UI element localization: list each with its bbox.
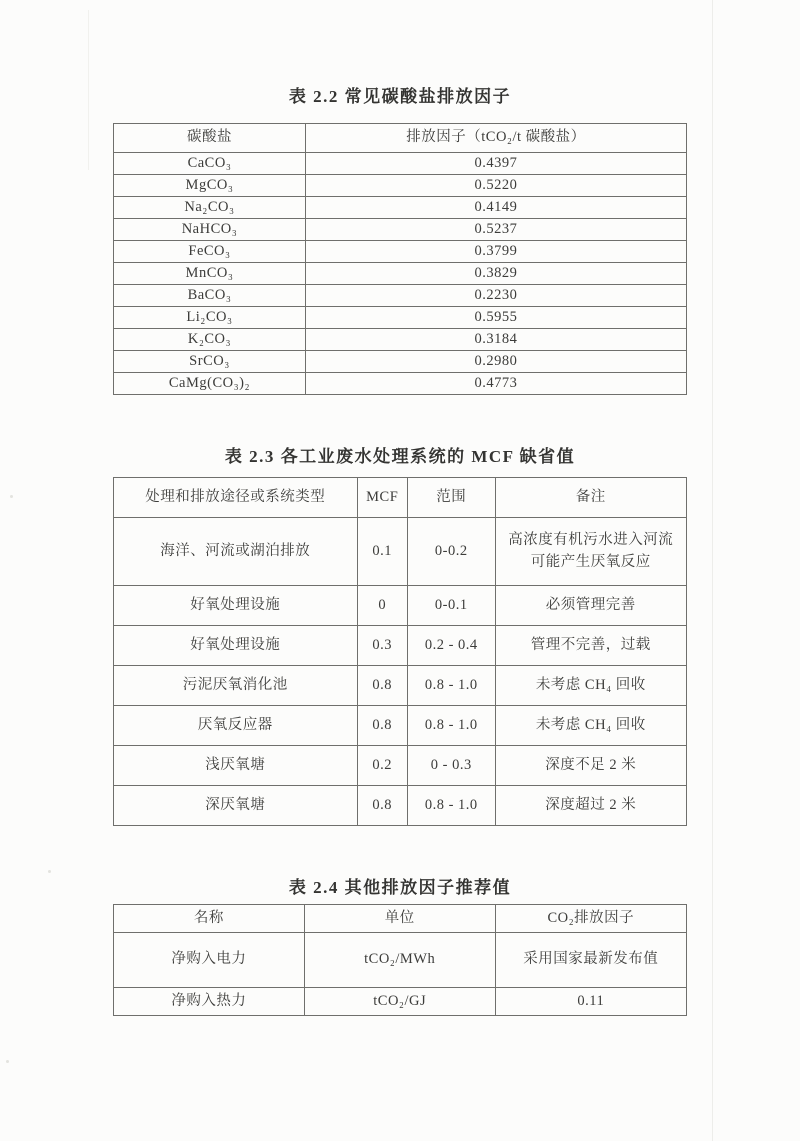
- table-cell: NaHCO₃: [114, 219, 306, 241]
- table-cell: 0-0.2: [407, 518, 495, 586]
- table-cell: 0.4149: [305, 197, 686, 219]
- table-2-4-title: 表 2.4 其他排放因子推荐值: [288, 878, 512, 897]
- table-cell: 0.8: [357, 786, 407, 826]
- table-cell: 采用国家最新发布值: [495, 933, 686, 988]
- table-cell: 0.2980: [305, 351, 686, 373]
- table-row: [114, 626, 687, 666]
- table-row: [114, 219, 687, 241]
- column-header: 排放因子（tCO₂/t 碳酸盐）: [305, 124, 686, 153]
- table-row: [114, 197, 687, 219]
- table-cell: 好氧处理设施: [114, 626, 358, 666]
- table-cell: 0.11: [495, 988, 686, 1016]
- table-2-3-mcf-default-values: [113, 477, 687, 826]
- table-cell: 好氧处理设施: [114, 586, 358, 626]
- table-row: [114, 518, 687, 586]
- table-cell: 0.1: [357, 518, 407, 586]
- table-2-3-title: 表 2.3 各工业废水处理系统的 MCF 缺省值: [224, 447, 576, 466]
- column-header: 范围: [407, 478, 495, 518]
- table-cell: 浅厌氧塘: [114, 746, 358, 786]
- table-cell: 0.8 - 1.0: [407, 706, 495, 746]
- scan-artifact-line: [88, 10, 89, 170]
- table-cell: SrCO₃: [114, 351, 306, 373]
- table-cell: 0.5237: [305, 219, 686, 241]
- table-row: [114, 241, 687, 263]
- table-cell: 未考虑 CH₄ 回收: [495, 666, 686, 706]
- table-row: [114, 285, 687, 307]
- table-cell: 厌氧反应器: [114, 706, 358, 746]
- table-row: [114, 586, 687, 626]
- table-row: [114, 933, 687, 988]
- table-cell: 0: [357, 586, 407, 626]
- table-row: [114, 373, 687, 395]
- table-cell: MgCO₃: [114, 175, 306, 197]
- table-cell: 0.5220: [305, 175, 686, 197]
- table-row: [114, 351, 687, 373]
- table-cell: tCO₂/GJ: [304, 988, 495, 1016]
- table-row: [114, 263, 687, 285]
- table-cell: 深度超过 2 米: [495, 786, 686, 826]
- table-cell: 0.2: [357, 746, 407, 786]
- table-cell: 0.8: [357, 706, 407, 746]
- scan-artifact-speck: [6, 1060, 9, 1063]
- table-cell: 0-0.1: [407, 586, 495, 626]
- table-cell: 0.3: [357, 626, 407, 666]
- table-2-2-title: 表 2.2 常见碳酸盐排放因子: [288, 87, 512, 106]
- table-cell: 深厌氧塘: [114, 786, 358, 826]
- carbonate-emission-factor-section: [113, 85, 687, 395]
- table-cell: 0.4397: [305, 153, 686, 175]
- table-row: [114, 746, 687, 786]
- table-row: [114, 988, 687, 1016]
- table-cell: FeCO₃: [114, 241, 306, 263]
- table-row: [114, 666, 687, 706]
- table-cell: K₂CO₃: [114, 329, 306, 351]
- table-2-2-carbonate-emission-factors: [113, 123, 687, 395]
- wastewater-mcf-section: [113, 445, 687, 826]
- table-header-row: [114, 905, 687, 933]
- column-header: CO₂排放因子: [495, 905, 686, 933]
- table-cell: 未考虑 CH₄ 回收: [495, 706, 686, 746]
- table-cell: 0.8 - 1.0: [407, 666, 495, 706]
- table-row: [114, 329, 687, 351]
- column-header: 碳酸盐: [114, 124, 306, 153]
- table-row: [114, 307, 687, 329]
- table-cell: 管理不完善，过载: [495, 626, 686, 666]
- column-header: 处理和排放途径或系统类型: [114, 478, 358, 518]
- table-cell: 0.4773: [305, 373, 686, 395]
- table-cell: 净购入电力: [114, 933, 305, 988]
- column-header: MCF: [357, 478, 407, 518]
- table-header-row: [114, 124, 687, 153]
- table-cell: 0.5955: [305, 307, 686, 329]
- table-row: [114, 153, 687, 175]
- table-cell: 0.2 - 0.4: [407, 626, 495, 666]
- table-row: [114, 706, 687, 746]
- table-cell: 0 - 0.3: [407, 746, 495, 786]
- table-cell: 海洋、河流或湖泊排放: [114, 518, 358, 586]
- table-cell: 0.3829: [305, 263, 686, 285]
- table-2-4-other-emission-factors: [113, 904, 687, 1016]
- table-cell: 0.2230: [305, 285, 686, 307]
- table-cell: 0.3799: [305, 241, 686, 263]
- other-emission-factor-section: [113, 876, 687, 1016]
- table-cell: MnCO₃: [114, 263, 306, 285]
- table-cell: 污泥厌氧消化池: [114, 666, 358, 706]
- table-cell: BaCO₃: [114, 285, 306, 307]
- column-header: 单位: [304, 905, 495, 933]
- table-cell: 高浓度有机污水进入河流可能产生厌氧反应: [495, 518, 686, 586]
- table-header-row: [114, 478, 687, 518]
- table-cell: 深度不足 2 米: [495, 746, 686, 786]
- table-cell: tCO₂/MWh: [304, 933, 495, 988]
- scan-artifact-line: [712, 0, 713, 1141]
- column-header: 备注: [495, 478, 686, 518]
- table-cell: Na₂CO₃: [114, 197, 306, 219]
- table-row: [114, 786, 687, 826]
- table-cell: 0.8: [357, 666, 407, 706]
- scan-artifact-speck: [10, 495, 13, 498]
- table-cell: Li₂CO₃: [114, 307, 306, 329]
- table-row: [114, 175, 687, 197]
- table-cell: CaMg(CO₃)₂: [114, 373, 306, 395]
- table-cell: 0.8 - 1.0: [407, 786, 495, 826]
- table-cell: CaCO₃: [114, 153, 306, 175]
- column-header: 名称: [114, 905, 305, 933]
- table-cell: 0.3184: [305, 329, 686, 351]
- scan-artifact-speck: [48, 870, 51, 873]
- table-cell: 必须管理完善: [495, 586, 686, 626]
- table-cell: 净购入热力: [114, 988, 305, 1016]
